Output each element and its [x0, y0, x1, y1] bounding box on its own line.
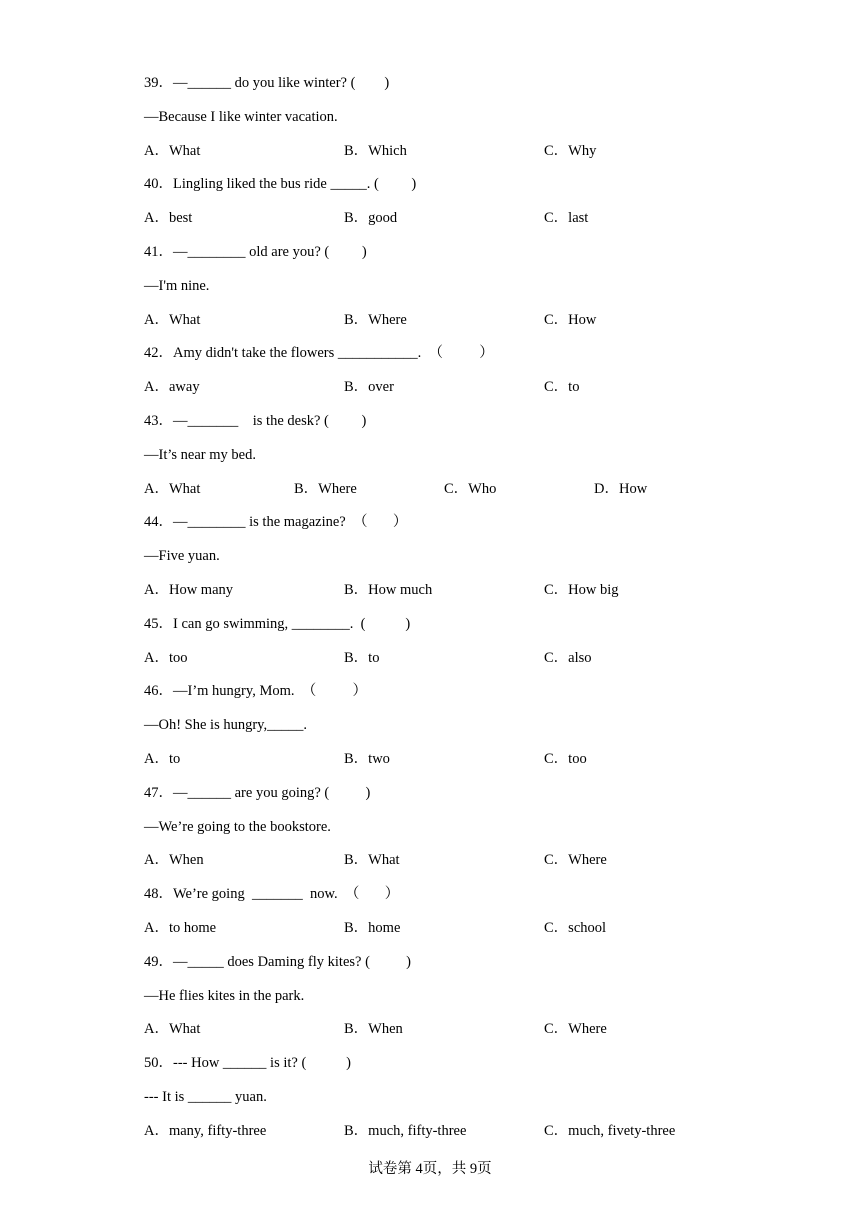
question-50-answer-line: --- It is ______ yuan.: [144, 1089, 267, 1105]
question-43-option-c: C．Who: [444, 481, 497, 497]
question-45-option-c: C．also: [544, 650, 592, 666]
question-45-stem: 45．I can go swimming, ________. ( ): [144, 616, 411, 632]
question-47-option-a: A．When: [144, 852, 204, 868]
question-45-option-b: B．to: [344, 650, 380, 666]
question-50-option-b: B．much, fifty-three: [344, 1123, 467, 1139]
question-39-option-b: B．Which: [344, 143, 407, 159]
question-43-option-a: A．What: [144, 481, 201, 497]
question-40-stem: 40．Lingling liked the bus ride _____. ( ): [144, 176, 417, 192]
question-44-option-b: B．How much: [344, 582, 433, 598]
question-45-option-a: A．too: [144, 650, 188, 666]
question-48-stem: 48．We’re going _______ now. （ ）: [144, 886, 400, 902]
question-42-option-a: A．away: [144, 379, 200, 395]
question-47-answer-line: —We’re going to the bookstore.: [144, 819, 331, 835]
question-44-answer-line: —Five yuan.: [144, 548, 220, 564]
question-41-option-c: C．How: [544, 312, 597, 328]
question-41-option-a: A．What: [144, 312, 201, 328]
question-49-stem: 49．—_____ does Daming fly kites? ( ): [144, 954, 412, 970]
question-39-stem: 39．—______ do you like winter? ( ): [144, 75, 390, 91]
question-44-stem: 44．—________ is the magazine? （ ）: [144, 514, 408, 530]
question-48-option-a: A．to home: [144, 920, 217, 936]
page-footer: 试卷第 4页，共 9页: [368, 1161, 492, 1177]
question-43-option-d: D．How: [594, 481, 648, 497]
question-46-option-c: C．too: [544, 751, 587, 767]
question-46-answer-line: —Oh! She is hungry,_____.: [144, 717, 307, 733]
question-50-option-a: A．many, fifty-three: [144, 1123, 267, 1139]
question-41-option-b: B．Where: [344, 312, 407, 328]
question-42-stem: 42．Amy didn't take the flowers ___________. （ ）: [144, 345, 494, 361]
question-41-answer-line: —I'm nine.: [144, 278, 210, 294]
question-46-stem: 46．—I’m hungry, Mom. （ ）: [144, 683, 367, 699]
question-46-option-b: B．two: [344, 751, 390, 767]
question-49-option-b: B．When: [344, 1021, 403, 1037]
question-48-option-c: C．school: [544, 920, 607, 936]
question-48-option-b: B．home: [344, 920, 401, 936]
question-42-option-b: B．over: [344, 379, 394, 395]
question-43-option-b: B．Where: [294, 481, 357, 497]
question-40-option-c: C．last: [544, 210, 589, 226]
question-43-stem: 43．—_______ is the desk? ( ): [144, 413, 367, 429]
question-40-option-a: A．best: [144, 210, 193, 226]
question-43-answer-line: —It’s near my bed.: [144, 447, 256, 463]
question-39-option-c: C．Why: [544, 143, 597, 159]
question-41-stem: 41．—________ old are you? ( ): [144, 244, 367, 260]
question-40-option-b: B．good: [344, 210, 398, 226]
question-39-answer-line: —Because I like winter vacation.: [144, 109, 338, 125]
question-44-option-c: C．How big: [544, 582, 619, 598]
question-49-option-c: C．Where: [544, 1021, 607, 1037]
question-47-option-c: C．Where: [544, 852, 607, 868]
question-50-option-c: C．much, fivety-three: [544, 1123, 676, 1139]
question-50-stem: 50．--- How ______ is it? ( ): [144, 1055, 352, 1071]
question-47-option-b: B．What: [344, 852, 400, 868]
question-44-option-a: A．How many: [144, 582, 234, 598]
question-47-stem: 47．—______ are you going? ( ): [144, 785, 371, 801]
question-39-option-a: A．What: [144, 143, 201, 159]
question-49-option-a: A．What: [144, 1021, 201, 1037]
question-49-answer-line: —He flies kites in the park.: [144, 988, 305, 1004]
question-42-option-c: C．to: [544, 379, 580, 395]
question-46-option-a: A．to: [144, 751, 181, 767]
